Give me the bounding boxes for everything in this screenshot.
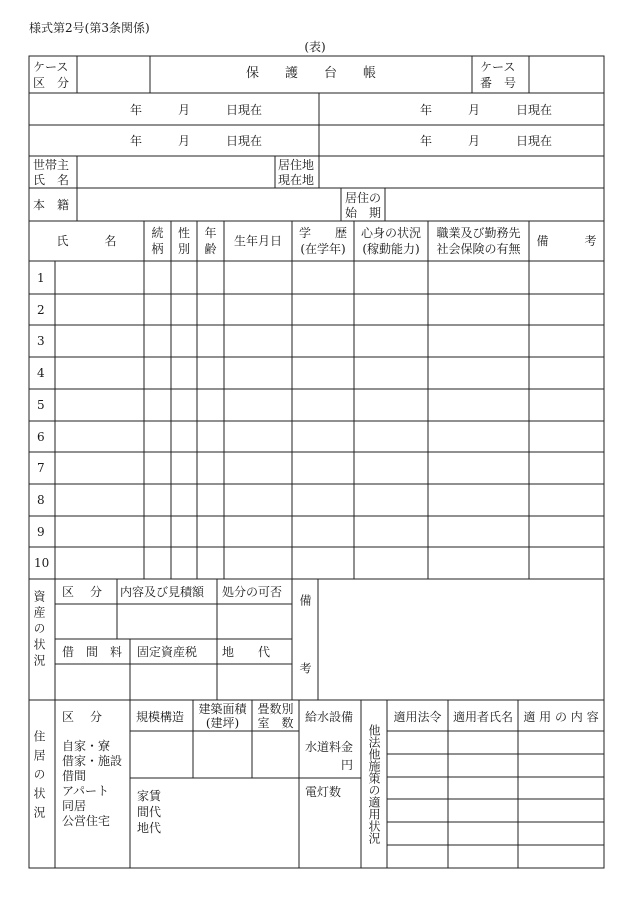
other-laws-title: 他法他施策の適用状況 xyxy=(367,724,381,844)
col-name-header: 氏 名 xyxy=(56,234,117,248)
page-title: 保 護 台 帳 xyxy=(245,66,376,81)
col-work-header-2: 社会保険の有無 xyxy=(436,242,521,256)
honseki-field[interactable] xyxy=(78,189,340,220)
housing-cost: 間代 xyxy=(137,805,162,819)
lights-label: 電灯数 xyxy=(305,785,342,799)
residence-start-label-1: 居住の xyxy=(345,191,382,205)
row-number: 2 xyxy=(37,303,45,317)
housing-type: アパート xyxy=(62,784,110,798)
col-education-header-1: 学 歴 xyxy=(298,226,347,240)
housing-title: 住居の状況 xyxy=(32,730,46,825)
form-number: 様式第2号(第3条関係) xyxy=(29,21,150,35)
residence-start-field[interactable] xyxy=(386,189,603,220)
col-work-header-1: 職業及び勤務先 xyxy=(436,226,521,240)
assets-property-tax-label: 固定資産税 xyxy=(137,645,198,659)
housing-type: 借家・施設 xyxy=(62,754,123,768)
col-relation-header-1: 続 xyxy=(151,226,164,240)
housing-cost: 家賃 xyxy=(137,789,162,803)
case-kubun-field[interactable] xyxy=(78,57,149,92)
assets-remarks-field[interactable] xyxy=(319,580,603,699)
assets-rent-paid-label: 借 間 料 xyxy=(62,645,123,659)
row-number: 1 xyxy=(37,271,45,285)
col-birth-header: 生年月日 xyxy=(233,234,282,248)
housing-kubun-label: 区 分 xyxy=(62,710,105,724)
col-education-header-2: (在学年) xyxy=(300,242,346,256)
date-label-2: 年 月 日現在 xyxy=(420,103,553,117)
row-number: 10 xyxy=(34,556,50,570)
row-number: 6 xyxy=(37,430,45,444)
housing-type: 同居 xyxy=(62,799,87,813)
housing-cost: 地代 xyxy=(137,821,162,835)
housing-tatami-label-2: 室 数 xyxy=(257,716,294,730)
household-head-field[interactable] xyxy=(78,157,274,187)
row-number: 4 xyxy=(37,366,45,380)
residence-label-1: 居住地 xyxy=(278,158,315,172)
other-laws-content-label: 適 用 の 内 容 xyxy=(523,710,599,724)
col-age-header-2: 齢 xyxy=(204,242,217,256)
date-label-1: 年 月 日現在 xyxy=(130,103,263,117)
residence-start-label-2: 始 期 xyxy=(345,206,382,220)
row-number: 8 xyxy=(37,493,45,507)
housing-structure-label: 規模構造 xyxy=(136,710,185,724)
case-bangou-label-2: 番 号 xyxy=(480,76,517,90)
housing-area-label-1: 建築面積 xyxy=(198,702,247,716)
row-number: 5 xyxy=(37,398,45,412)
date-label-4: 年 月 日現在 xyxy=(420,134,553,148)
household-head-label-1: 世帯主 xyxy=(33,158,70,172)
water-fee-label: 水道料金 xyxy=(305,740,354,754)
col-notes-header: 備 考 xyxy=(536,234,597,248)
assets-remarks-label: 備考 xyxy=(298,594,312,730)
honseki-label: 本 籍 xyxy=(33,198,70,212)
col-relation-header-2: 柄 xyxy=(151,242,164,256)
other-laws-law-label: 適用法令 xyxy=(393,710,442,724)
other-laws-applicant-label: 適用者氏名 xyxy=(452,710,513,724)
residence-field[interactable] xyxy=(320,157,603,187)
row-number: 9 xyxy=(37,525,45,539)
housing-type: 借間 xyxy=(62,769,87,783)
water-fee-unit: 円 xyxy=(341,758,354,772)
assets-land-rent-label: 地 代 xyxy=(222,645,271,659)
housing-area-label-2: (建坪) xyxy=(205,716,240,730)
housing-tatami-label-1: 畳数別 xyxy=(257,702,294,716)
row-number: 7 xyxy=(37,461,45,475)
col-sex-header-1: 性 xyxy=(177,226,190,240)
housing-type: 公営住宅 xyxy=(62,814,111,828)
household-head-label-2: 氏 名 xyxy=(33,173,70,187)
housing-water-label: 給水設備 xyxy=(305,710,354,724)
col-health-header-2: (稼動能力) xyxy=(362,242,420,256)
assets-disposal-label: 処分の可否 xyxy=(222,585,283,599)
housing-type: 自家・寮 xyxy=(62,739,111,753)
case-kubun-label-2: 区 分 xyxy=(33,76,70,90)
residence-label-2: 現在地 xyxy=(278,173,315,187)
side-label: (表) xyxy=(304,40,326,54)
case-bangou-field[interactable] xyxy=(530,57,603,92)
date-label-3: 年 月 日現在 xyxy=(130,134,263,148)
col-health-header-1: 心身の状況 xyxy=(360,226,421,240)
assets-kubun-label: 区 分 xyxy=(62,585,105,599)
col-sex-header-2: 別 xyxy=(177,242,190,256)
col-age-header-1: 年 xyxy=(204,226,217,240)
case-bangou-label-1: ケース xyxy=(480,60,516,74)
assets-content-label: 内容及び見積額 xyxy=(120,585,205,599)
row-number: 3 xyxy=(37,334,45,348)
assets-title: 資産の状況 xyxy=(32,590,46,670)
case-kubun-label-1: ケース xyxy=(33,60,69,74)
